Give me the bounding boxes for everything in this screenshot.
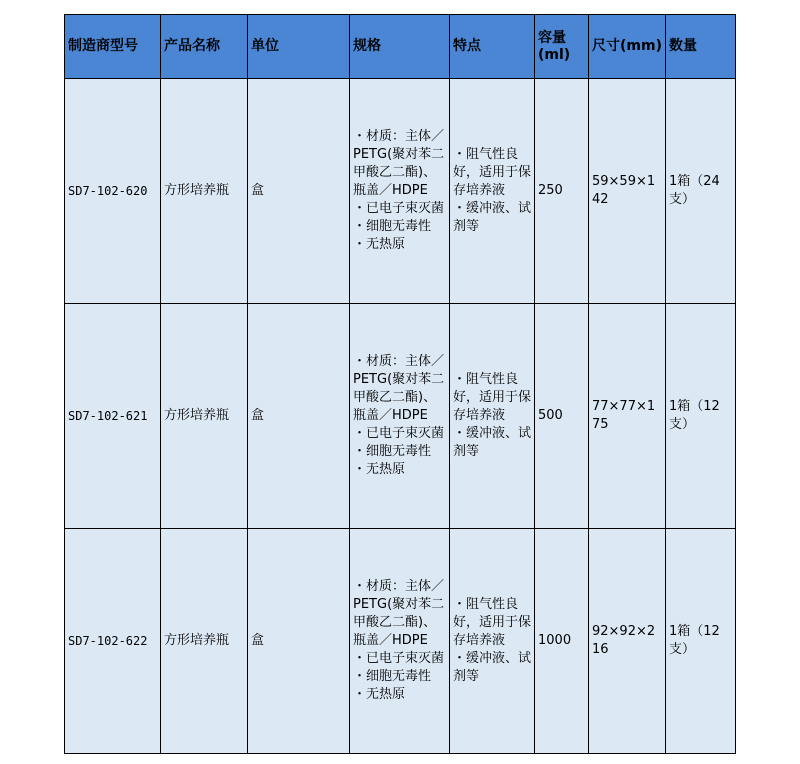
cell-size: 77×77×175 xyxy=(589,304,666,529)
cell-features xyxy=(450,529,535,754)
cell-capacity: 1000 xyxy=(535,529,589,754)
spec-line: ・材质：主体／PETG(聚对苯二甲酸乙二酯)、瓶盖／HDPE xyxy=(353,579,445,648)
header-model: 制造商型号 xyxy=(65,15,161,79)
cell-features xyxy=(450,304,535,529)
feature-line: ・阻气性良好，适用于保存培养液 xyxy=(453,147,532,198)
cell-spec xyxy=(350,529,450,754)
table-row xyxy=(65,79,736,304)
feature-line: ・缓冲液、试剂等 xyxy=(453,426,532,459)
header-spec: 规格 xyxy=(350,15,450,79)
header-features: 特点 xyxy=(450,15,535,79)
cell-product-name: 方形培养瓶 xyxy=(161,529,248,754)
cell-model: SD7-102-622 xyxy=(65,529,161,754)
cell-quantity: 1箱（12支） xyxy=(666,304,736,529)
table-header-row xyxy=(65,15,736,79)
feature-line: ・缓冲液、试剂等 xyxy=(453,651,532,684)
cell-spec xyxy=(350,79,450,304)
header-size: 尺寸(mm) xyxy=(589,15,666,79)
feature-line: ・缓冲液、试剂等 xyxy=(453,201,532,234)
spec-line: ・材质：主体／PETG(聚对苯二甲酸乙二酯)、瓶盖／HDPE xyxy=(353,129,445,198)
cell-spec xyxy=(350,304,450,529)
cell-unit: 盒 xyxy=(248,529,350,754)
header-capacity: 容量 (ml) xyxy=(535,15,589,79)
cell-model: SD7-102-621 xyxy=(65,304,161,529)
spec-line: ・细胞无毒性 xyxy=(353,444,432,459)
spec-line: ・无热原 xyxy=(353,462,406,477)
header-product-name: 产品名称 xyxy=(161,15,248,79)
feature-line: ・阻气性良好，适用于保存培养液 xyxy=(453,597,532,648)
cell-model: SD7-102-620 xyxy=(65,79,161,304)
spec-line: ・已电子束灭菌 xyxy=(353,201,445,216)
cell-unit: 盒 xyxy=(248,79,350,304)
product-table-container xyxy=(64,14,735,754)
cell-capacity: 500 xyxy=(535,304,589,529)
table-row xyxy=(65,304,736,529)
header-unit: 单位 xyxy=(248,15,350,79)
cell-features xyxy=(450,79,535,304)
cell-product-name: 方形培养瓶 xyxy=(161,79,248,304)
cell-size: 92×92×216 xyxy=(589,529,666,754)
spec-line: ・已电子束灭菌 xyxy=(353,426,445,441)
cell-quantity: 1箱（12支） xyxy=(666,529,736,754)
cell-unit: 盒 xyxy=(248,304,350,529)
feature-line: ・阻气性良好，适用于保存培养液 xyxy=(453,372,532,423)
spec-line: ・已电子束灭菌 xyxy=(353,651,445,666)
table-row xyxy=(65,529,736,754)
spec-line: ・细胞无毒性 xyxy=(353,669,432,684)
cell-capacity: 250 xyxy=(535,79,589,304)
product-table xyxy=(64,14,736,754)
cell-quantity: 1箱（24支） xyxy=(666,79,736,304)
spec-line: ・材质：主体／PETG(聚对苯二甲酸乙二酯)、瓶盖／HDPE xyxy=(353,354,445,423)
header-quantity: 数量 xyxy=(666,15,736,79)
cell-size: 59×59×142 xyxy=(589,79,666,304)
spec-line: ・细胞无毒性 xyxy=(353,219,432,234)
spec-line: ・无热原 xyxy=(353,687,406,702)
spec-line: ・无热原 xyxy=(353,237,406,252)
cell-product-name: 方形培养瓶 xyxy=(161,304,248,529)
